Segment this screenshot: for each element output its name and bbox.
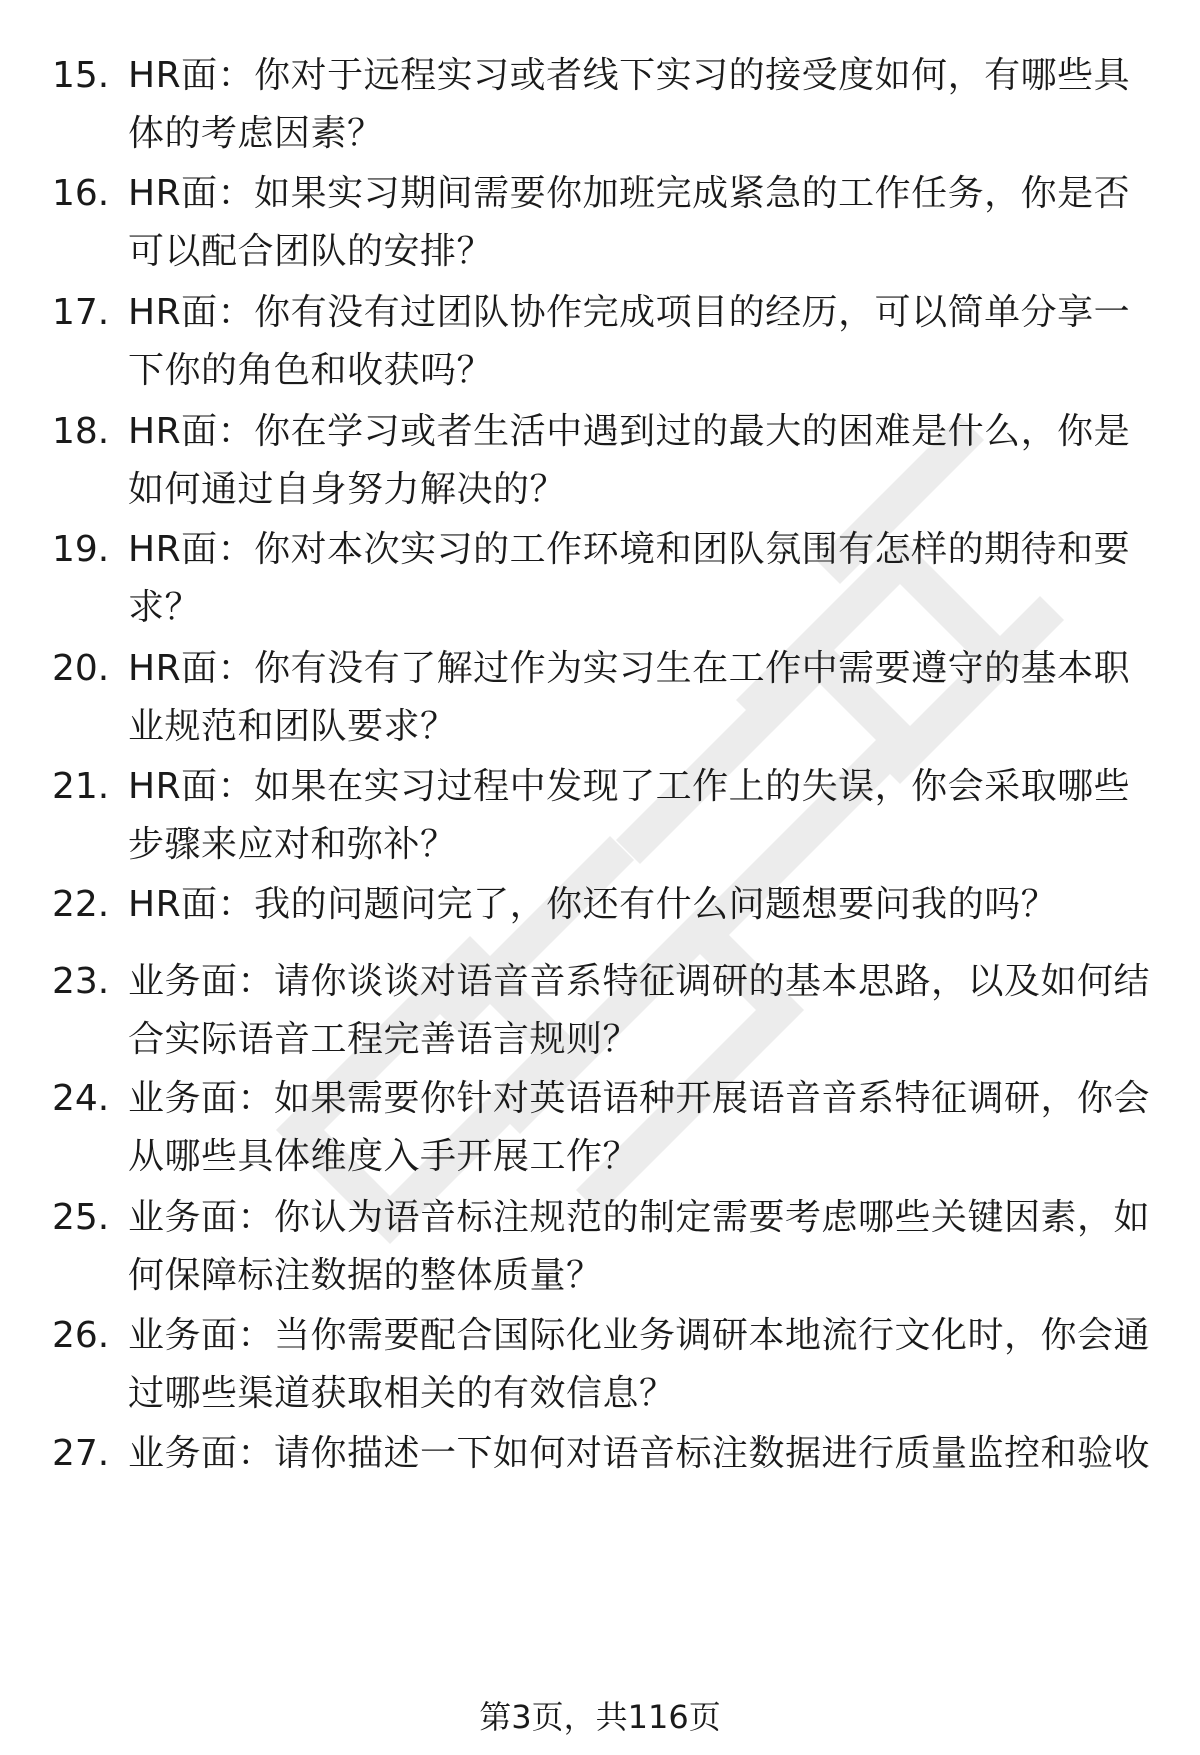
question-item <box>0 1189 1200 1309</box>
question-text: HR面：如果实习期间需要你加班完成紧急的工作任务，你是否可以配合团队的安排？ <box>128 173 1131 272</box>
question-text: HR面：如果在实习过程中发现了工作上的失误，你会采取哪些步骤来应对和弥补？ <box>128 766 1131 865</box>
question-text: 业务面：你认为语音标注规范的制定需要考虑哪些关键因素，如何保障标注数据的整体质量？ <box>128 1197 1151 1296</box>
question-number: 24. <box>52 1078 110 1119</box>
question-number: 25. <box>52 1197 110 1238</box>
question-number: 19. <box>52 529 110 570</box>
page-number-label: 第3页，共116页 <box>479 1698 721 1736</box>
question-number: 27. <box>52 1433 110 1474</box>
question-number: 18. <box>52 411 110 452</box>
question-item <box>0 953 1200 1073</box>
question-text: HR面：你有没有了解过作为实习生在工作中需要遵守的基本职业规范和团队要求？ <box>128 648 1131 747</box>
question-text: HR面：我的问题问完了，你还有什么问题想要问我的吗？ <box>128 884 1058 925</box>
question-item <box>0 1307 1200 1427</box>
question-number: 17. <box>52 292 110 333</box>
question-text: 业务面：当你需要配合国际化业务调研本地流行文化时，你会通过哪些渠道获取相关的有效信息？ <box>128 1315 1151 1414</box>
question-text: HR面：你对本次实习的工作环境和团队氛围有怎样的期待和要求？ <box>128 529 1131 628</box>
question-number: 23. <box>52 961 110 1002</box>
question-number: 20. <box>52 648 110 689</box>
question-text: HR面：你对于远程实习或者线下实习的接受度如何，有哪些具体的考虑因素？ <box>128 55 1131 154</box>
question-text: HR面：你有没有过团队协作完成项目的经历，可以简单分享一下你的角色和收获吗？ <box>128 292 1131 391</box>
question-number: 21. <box>52 766 110 807</box>
question-text: 业务面：请你描述一下如何对语音标注数据进行质量监控和验收 <box>128 1433 1151 1474</box>
question-item <box>0 758 1200 878</box>
question-item <box>0 640 1200 760</box>
question-number: 16. <box>52 173 110 214</box>
question-item <box>0 47 1200 167</box>
question-item <box>0 165 1200 285</box>
question-text: HR面：你在学习或者生活中遇到过的最大的困难是什么，你是如何通过自身努力解决的？ <box>128 411 1131 510</box>
question-item <box>0 521 1200 641</box>
question-text: 业务面：如果需要你针对英语语种开展语音音系特征调研，你会从哪些具体维度入手开展工作？ <box>128 1078 1151 1177</box>
question-number: 15. <box>52 55 110 96</box>
question-number: 26. <box>52 1315 110 1356</box>
page-footer <box>0 1697 1200 1737</box>
question-item <box>0 403 1200 523</box>
question-number: 22. <box>52 884 110 925</box>
question-item <box>0 1070 1200 1190</box>
question-item <box>0 1425 1200 1485</box>
question-text: 业务面：请你谈谈对语音音系特征调研的基本思路，以及如何结合实际语音工程完善语言规则？ <box>128 961 1151 1060</box>
question-item <box>0 284 1200 404</box>
